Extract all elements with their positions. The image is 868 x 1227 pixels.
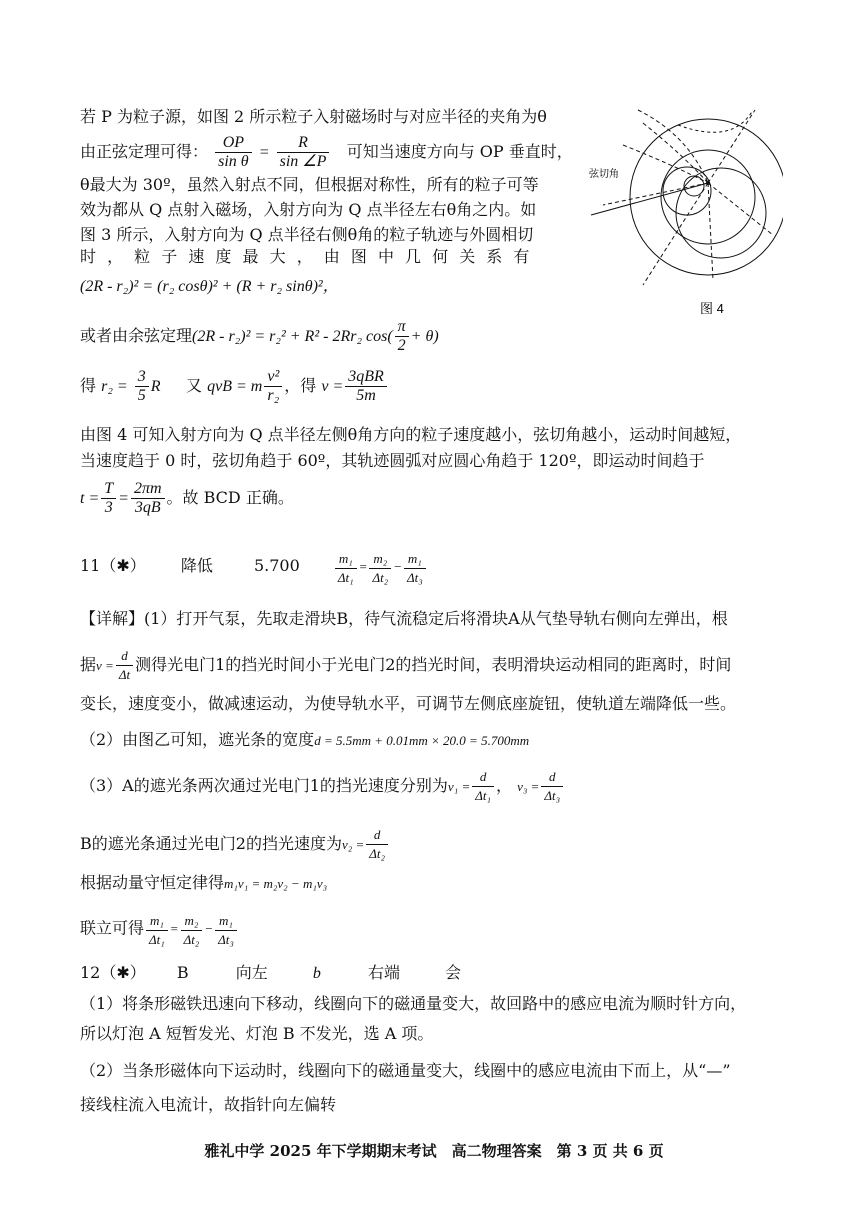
line: 效为都从 Q 点射入磁场，入射方向为 Q 点半径左右θ角之内。如 (80, 200, 537, 219)
detail-line: 联立可得 $\frac{\text{m₁}}{\text{Δt₁}}$ = $\frac{\text{m₂}}{\text{Δt₂}}$ − $\frac{\text{m₁}}{\text{Δt₃}}$ (80, 912, 239, 949)
line: θ最大为 30º，虽然入射点不同，但根据对称性，所有的粒子可等 (80, 175, 539, 194)
detail-line: 【详解】(1）打开气泵，先取走滑块B，待气流稳定后将滑块A从气垫导轨右侧向左弹出，根 (80, 609, 728, 628)
line: 若 P 为粒子源，如图 2 所示粒子入射磁场时与对应半径的夹角为θ (80, 107, 547, 126)
q11-answer: 11（✱） 降低 5.700 $\frac{\text{m₁}}{\text{Δt₁}}$ = $\frac{\text{m₂}}{\text{Δt₂}}$ − $\frac{\text{m₁}}{\text{Δt₃}}$ (80, 550, 428, 587)
detail-line: （2）当条形磁体向下运动时，线圈向下的磁通量变大，线圈中的感应电流由下而上，从“—” (80, 1061, 731, 1080)
detail-line: 接线柱流入电流计，故指针向左偏转 (80, 1095, 337, 1114)
inner-circle (661, 150, 755, 244)
detail-line: 根据动量守恒定律得m₁v₁ = m₂v₂ − m₁v₃ (80, 873, 328, 892)
detail-line: B的遮光条通过光电门2的挡光速度为v₂ = $\frac{d}{\text{Δt₂}}$ (80, 826, 390, 863)
detail-line: 变长，速度变小，做减速运动，为使导轨水平，可调节左侧底座旋钮，使轨道左端降低一些。 (80, 694, 737, 713)
outer-circle (630, 119, 783, 275)
line: 时 ， 粒 子 速 度 最 大 ， 由 图 中 几 何 关 系 有 (80, 247, 533, 266)
result-line: 得 r₂ = $\frac{3}{5}$ R 又 qvB = m $\frac{\text{v²}}{\text{r₂}}$ ，得 v = $\frac{\text{3qBR}}{5m}$ (80, 368, 389, 405)
chord-angle-label: 弦切角 (589, 169, 619, 180)
line: 当速度趋于 0 时，弦切角趋于 60º，其轨迹圆弧对应圆心角趋于 120º，即运动时间趋于 (80, 451, 705, 470)
figure-4-diagram (583, 105, 783, 320)
page-footer: 雅礼中学 2025 年下学期期末考试 高二物理答案 第 3 页 共 6 页 (204, 1142, 664, 1160)
detail-line: （2）由图乙可知，遮光条的宽度d = 5.5mm + 0.01mm × 20.0 = 5.700mm (80, 730, 530, 749)
detail-line: 据v = $\frac{d}{\Delta t}$ 测得光电门1的挡光时间小于光电门2的挡光时间，表明滑块运动相同的距离时，时间 (80, 648, 732, 682)
line: 由图 4 可知入射方向为 Q 点半径左侧θ角方向的粒子速度越小，弦切角越小，运动时间越短， (80, 425, 742, 444)
detail-line: （1）将条形磁铁迅速向下移动，线圈向下的磁通量变大，故回路中的感应电流为顺时针方向， (80, 994, 747, 1013)
figure-caption: 图 4 (700, 301, 724, 316)
line: 图 3 所示，入射方向为 Q 点半径右侧θ角的粒子轨迹与外圆相切 (80, 225, 534, 244)
detail-line: 所以灯泡 A 短暂发光、灯泡 B 不发光，选 A 项。 (80, 1024, 434, 1043)
q12-answer: 12（✱） B 向左 b 右端 会 (80, 963, 462, 982)
detail-line: （3）A的遮光条两次通过光电门1的挡光速度分别为v₁ = $\frac{d}{\text{Δt₁}}$ ， v₃ = $\frac{d}{\text{Δt₃}}$ (80, 768, 565, 805)
equation-line: (2R - r₂)² = (r₂ cosθ)² + (R + r₂ sinθ)²， (80, 278, 339, 295)
time-line: t = $\frac{T}{3}$ = $\frac{2\pi m}{3qB}$ 。故 BCD 正确。 (80, 480, 294, 516)
sine-law-line: 由正弦定理可得： $\frac{OP}{\text{sin θ}}$ = $\frac{R}{\sin \angle P}$ 可知当速度方向与 OP 垂直时， (80, 134, 573, 170)
cosine-law-line: 或者由余弦定理(2R - r₂)² = r₂² + R² - 2Rr₂ cos( $\frac{\pi}{2}$ + θ) (80, 318, 439, 354)
